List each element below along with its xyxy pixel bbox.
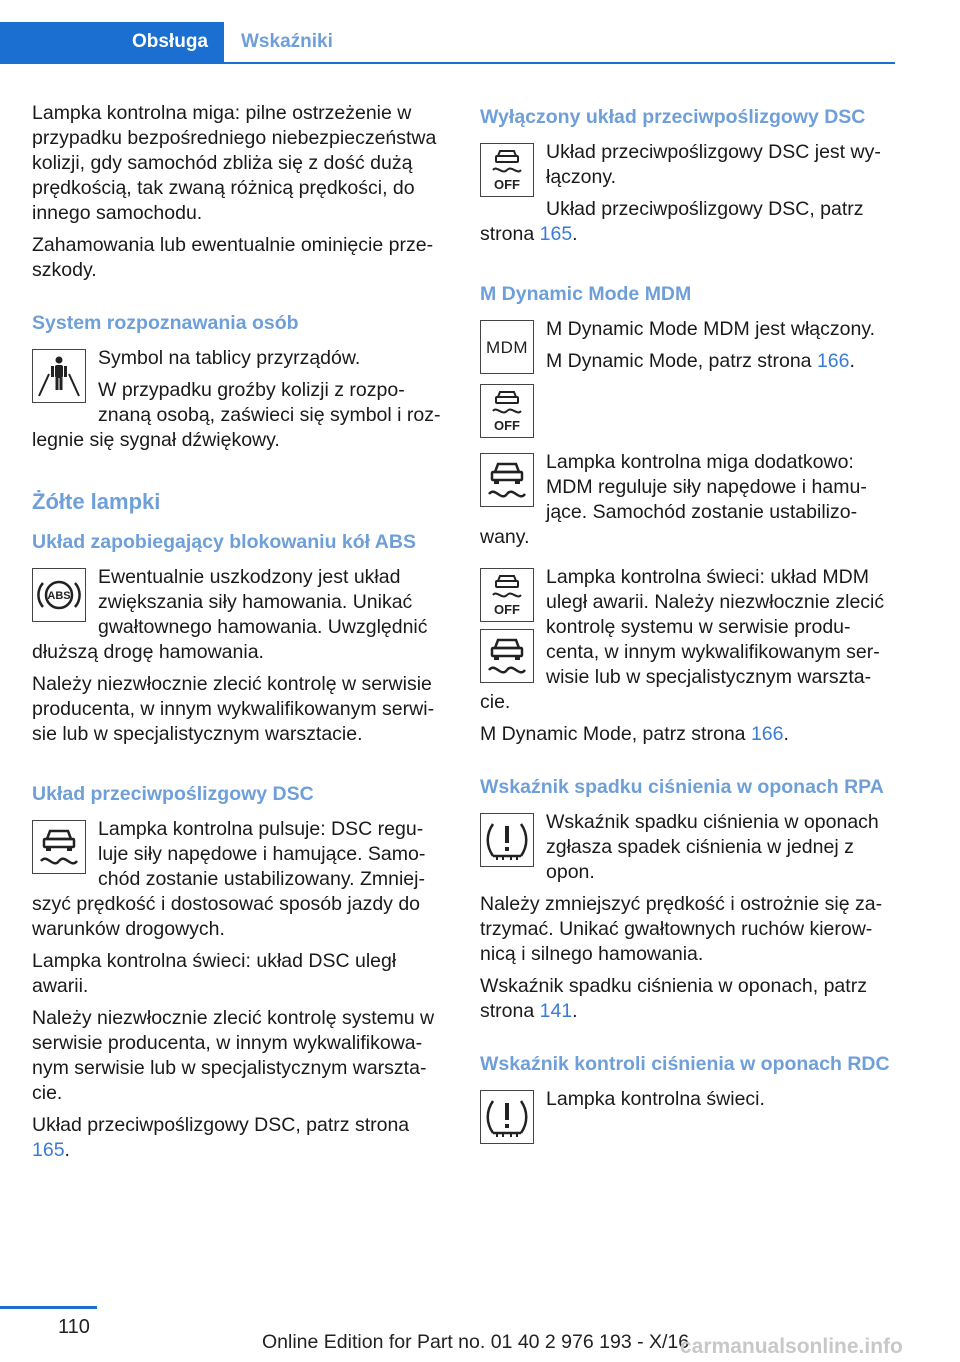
dsc-off-icon-text: OFF bbox=[494, 177, 520, 192]
paragraph: Wskaźnik spadku ciśnienia w oponach zgłasza spadek ciśnienia w jednej z opon. bbox=[546, 811, 879, 883]
paragraph: Lampka kontrolna świeci. bbox=[546, 1088, 765, 1110]
paragraph: Układ przeciwpoślizgowy DSC jest wyłączony. bbox=[546, 141, 881, 188]
paragraph: Należy niezwłocznie zlecić kontrolę systemu w serwisie producenta, w innym wykwalifikowanym serwisie lub w specjalistycznym warsztacie. bbox=[32, 1007, 435, 1104]
paragraph: Lampka kontrolna miga dodatkowo: MDM reguluje siły napędowe i hamujące. Samochód zostanie ustabilizowany. bbox=[480, 451, 867, 548]
paragraph: Symbol na tablicy przyrządów. bbox=[98, 347, 361, 369]
dsc-off-icon-text: OFF bbox=[494, 602, 520, 617]
paragraph: Lampka kontrolna świeci: układ MDM uległ awarii. Należy niezwłocznie zlecić kontrolę systemu w serwisie producenta, w innym wykwalifikowanym serwisie lub w specjalistycznym warsztacie. bbox=[480, 566, 885, 713]
footer-accent-line bbox=[0, 1306, 97, 1309]
paragraph-reference: M Dynamic Mode, patrz strona 166. bbox=[480, 723, 789, 745]
paragraph-reference: M Dynamic Mode, patrz strona 166. bbox=[546, 350, 855, 372]
page-number: 110 bbox=[58, 1316, 90, 1338]
page-link-165[interactable]: 165 bbox=[32, 1139, 65, 1161]
paragraph: Ewentualnie uszkodzony jest układ zwiększania siły hamowania. Unikać gwałtownego hamowania. Uwzględnić dłuższą drogę hamowania. bbox=[32, 566, 428, 663]
right-column bbox=[480, 101, 894, 1148]
tab-wskazniki[interactable]: Wskaźniki bbox=[241, 31, 333, 52]
left-column bbox=[32, 101, 446, 1170]
paragraph: Należy niezwłocznie zlecić kontrolę w serwisie producenta, w innym wykwalifikowanym serwisie lub w specjalistycznym warsztacie. bbox=[32, 673, 435, 745]
paragraph: Zahamowania lub ewentualnie ominięcie przeszkody. bbox=[32, 234, 434, 281]
paragraph: M Dynamic Mode MDM jest włączony. bbox=[546, 318, 876, 340]
paragraph-reference: Układ przeciwpoślizgowy DSC, patrz strona 165. bbox=[480, 198, 864, 245]
page-link-166[interactable]: 166 bbox=[750, 723, 784, 745]
pedestrian-warning-icon bbox=[32, 349, 86, 403]
watermark: carmanualsonline.info bbox=[680, 1335, 903, 1358]
header-tabbar bbox=[0, 22, 895, 64]
paragraph: Należy zmniejszyć prędkość i ostrożnie się zatrzymać. Unikać gwałtownych ruchów kierownicą i silnego hamowania. bbox=[480, 893, 883, 965]
page-link-165[interactable]: 165 bbox=[539, 223, 573, 245]
section-heading-rdc: Wskaźnik kontroli ciśnienia w oponach RDC bbox=[480, 1053, 890, 1075]
paragraph: Lampka kontrolna świeci: układ DSC uległ awarii. bbox=[32, 950, 397, 997]
section-heading-yellow: Żółte lampki bbox=[32, 489, 161, 514]
dsc-skid-icon bbox=[480, 453, 534, 507]
mdm-icon-text: MDM bbox=[485, 337, 529, 357]
page-link-141[interactable]: 141 bbox=[539, 1000, 573, 1022]
dsc-off-icon-text: OFF bbox=[494, 418, 520, 433]
section-heading-dsc: Układ przeciwpoślizgowy DSC bbox=[32, 783, 314, 805]
page-link-166[interactable]: 166 bbox=[816, 350, 850, 372]
section-heading-person: System rozpoznawania osób bbox=[32, 312, 299, 334]
paragraph-reference: Wskaźnik spadku ciśnienia w oponach, patrz strona 141. bbox=[480, 975, 867, 1022]
dsc-off-icon bbox=[480, 143, 534, 197]
mdm-icon bbox=[480, 320, 534, 374]
paragraph: W przypadku groźby kolizji z rozpoznaną osobą, zaświeci się symbol i rozlegnie się sygnał dźwiękowy. bbox=[32, 379, 441, 451]
abs-icon-text: ABS bbox=[47, 590, 71, 602]
section-heading-dsc-off: Wyłączony układ przeciwpoślizgowy DSC bbox=[480, 106, 866, 128]
dsc-skid-icon bbox=[32, 820, 86, 874]
dsc-off-icon bbox=[480, 384, 534, 438]
tire-pressure-icon bbox=[480, 813, 534, 867]
paragraph: Lampka kontrolna miga: pilne ostrzeżenie w przypadku bezpośredniego niebezpieczeństwa kolizji, gdy samochód zbliża się z dość dużą prędkością, tak zwaną różnicą prędkości, do innego samochodu. bbox=[32, 102, 437, 224]
paragraph-reference: Układ przeciwpoślizgowy DSC, patrz strona 165. bbox=[32, 1114, 410, 1161]
dsc-skid-icon bbox=[480, 629, 534, 683]
abs-icon bbox=[32, 568, 86, 622]
dsc-off-icon bbox=[480, 568, 534, 622]
section-heading-mdm: M Dynamic Mode MDM bbox=[480, 283, 692, 305]
tab-obsluga[interactable]: Obsługa bbox=[0, 22, 224, 62]
tire-pressure-icon bbox=[480, 1090, 534, 1144]
edition-note: Online Edition for Part no. 01 40 2 976 193 - X/16 bbox=[262, 1331, 690, 1353]
section-heading-rpa: Wskaźnik spadku ciśnienia w oponach RPA bbox=[480, 776, 884, 798]
section-heading-abs: Układ zapobiegający blokowaniu kół ABS bbox=[32, 531, 416, 553]
paragraph: Lampka kontrolna pulsuje: DSC reguluje siły napędowe i hamujące. Samochód zostanie ustabilizowany. Zmniejszyć prędkość i dostosować sposób jazdy do warunków drogowych. bbox=[32, 818, 426, 940]
